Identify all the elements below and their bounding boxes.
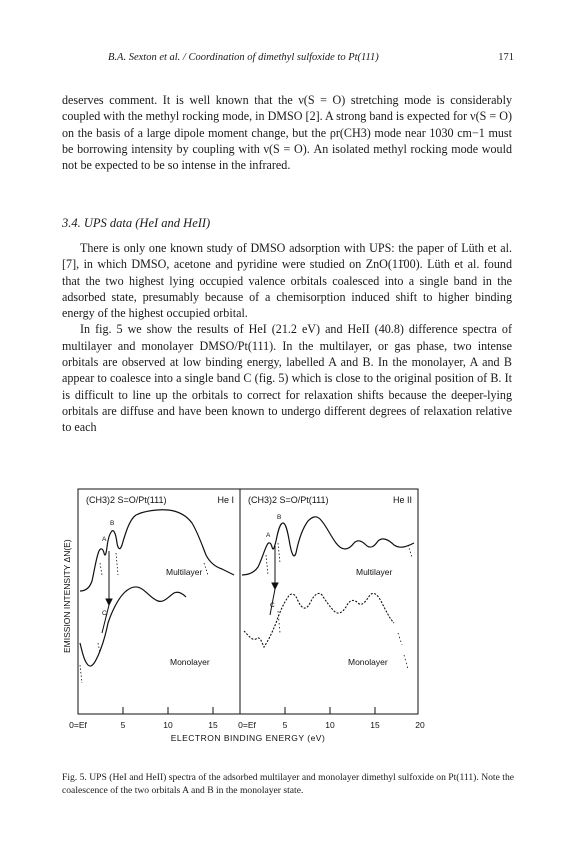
right-panel-source: He II	[392, 495, 412, 505]
figure-5	[58, 483, 442, 758]
left-multilayer-label: Multilayer	[166, 567, 203, 577]
right-monolayer-spectrum	[244, 593, 394, 647]
figure-caption: Fig. 5. UPS (HeI and HeII) spectra of the adsorbed multilayer and monolayer dimethyl sulfoxide on Pt(111). Note the coalescence of the two orbitals A and B in the monolayer state.	[62, 772, 514, 796]
left-peak-c: C	[102, 610, 107, 617]
left-peak-a: A	[102, 536, 107, 543]
x-tick-left-15: 15	[208, 720, 218, 730]
y-axis-label: EMISSION INTENSITY ΔN(E)	[62, 539, 72, 653]
x-tick-left-5: 5	[120, 720, 126, 730]
page-number: 171	[498, 52, 514, 63]
right-monolayer-dots	[278, 611, 408, 669]
left-monolayer-label: Monolayer	[170, 657, 210, 667]
x-tick-right-20: 20	[415, 720, 425, 730]
left-multilayer-spectrum	[80, 510, 234, 591]
right-peak-a: A	[266, 532, 271, 539]
x-tick-right-15: 15	[370, 720, 380, 730]
x-tick-left-0: 0=Ef	[69, 720, 87, 730]
left-monolayer-tail	[80, 643, 100, 683]
right-multilayer-label: Multilayer	[356, 567, 393, 577]
paragraph-3-text: In fig. 5 we show the results of HeI (21.2 eV) and HeII (40.8) difference spectra of multilayer and monolayer DMSO/Pt(111). In the multilayer, or gas phase, two intense orbitals are observed at low binding energy, labelled A and B. In the monolayer, A and B appear to coalesce into a single band C (fig. 5) which is close to the original position of B. It is difficult to line up the orbitals to correct for relaxation shifts because the deeper-lying orbitals are diffuse and have been known to undergo different degrees of relaxation relative to each	[62, 322, 512, 435]
left-panel-title: (CH3)2 S=O/Pt(111)	[86, 495, 167, 505]
x-tick-right-0: 0=Ef	[238, 720, 256, 730]
x-tick-left-10: 10	[163, 720, 173, 730]
right-peak-c: C	[270, 602, 275, 609]
right-panel-title: (CH3)2 S=O/Pt(111)	[248, 495, 329, 505]
paragraph-1-text: deserves comment. It is well known that the ν(S = O) stretching mode is considerably coupled with the methyl rocking mode, in DMSO [2]. A strong band is expected for ν(S = O) on the basis of a large dipole moment change, but the ρr(CH3) mode near 1030 cm−1 must be borrowing intensity by coupling with ν(S = O). An isolated methyl rocking mode would not be expected to be so intense in the infrared.	[62, 93, 512, 173]
left-peak-b: B	[110, 520, 115, 527]
x-ticks	[78, 707, 375, 714]
left-coalescence-arrow	[102, 551, 112, 633]
x-tick-right-5: 5	[282, 720, 288, 730]
x-axis-label: ELECTRON BINDING ENERGY (eV)	[170, 733, 326, 743]
paragraph-2	[62, 240, 512, 436]
paragraph-1	[62, 92, 512, 173]
section-heading: 3.4. UPS data (HeI and HeII)	[62, 216, 211, 230]
plot-frame	[78, 489, 418, 714]
right-monolayer-label: Monolayer	[348, 657, 388, 667]
running-title: B.A. Sexton et al. / Coordination of dimethyl sulfoxide to Pt(111)	[108, 52, 379, 63]
right-peak-b: B	[277, 514, 282, 521]
x-tick-right-10: 10	[325, 720, 335, 730]
left-monolayer-spectrum	[80, 587, 186, 666]
left-panel-source: He I	[217, 495, 234, 505]
ups-spectra-plot	[58, 483, 442, 753]
paragraph-2-text: There is only one known study of DMSO adsorption with UPS: the paper of Lüth et al. [7], in which DMSO, acetone and pyridine were studied on ZnO(11̄00). Lüth et al. found that the two highest lying occupied valence orbitals coalesced into a single band in the adsorbed state, presumably because of a chemisorption induced shift to higher binding energy of the highest occupied orbital.	[62, 241, 512, 321]
